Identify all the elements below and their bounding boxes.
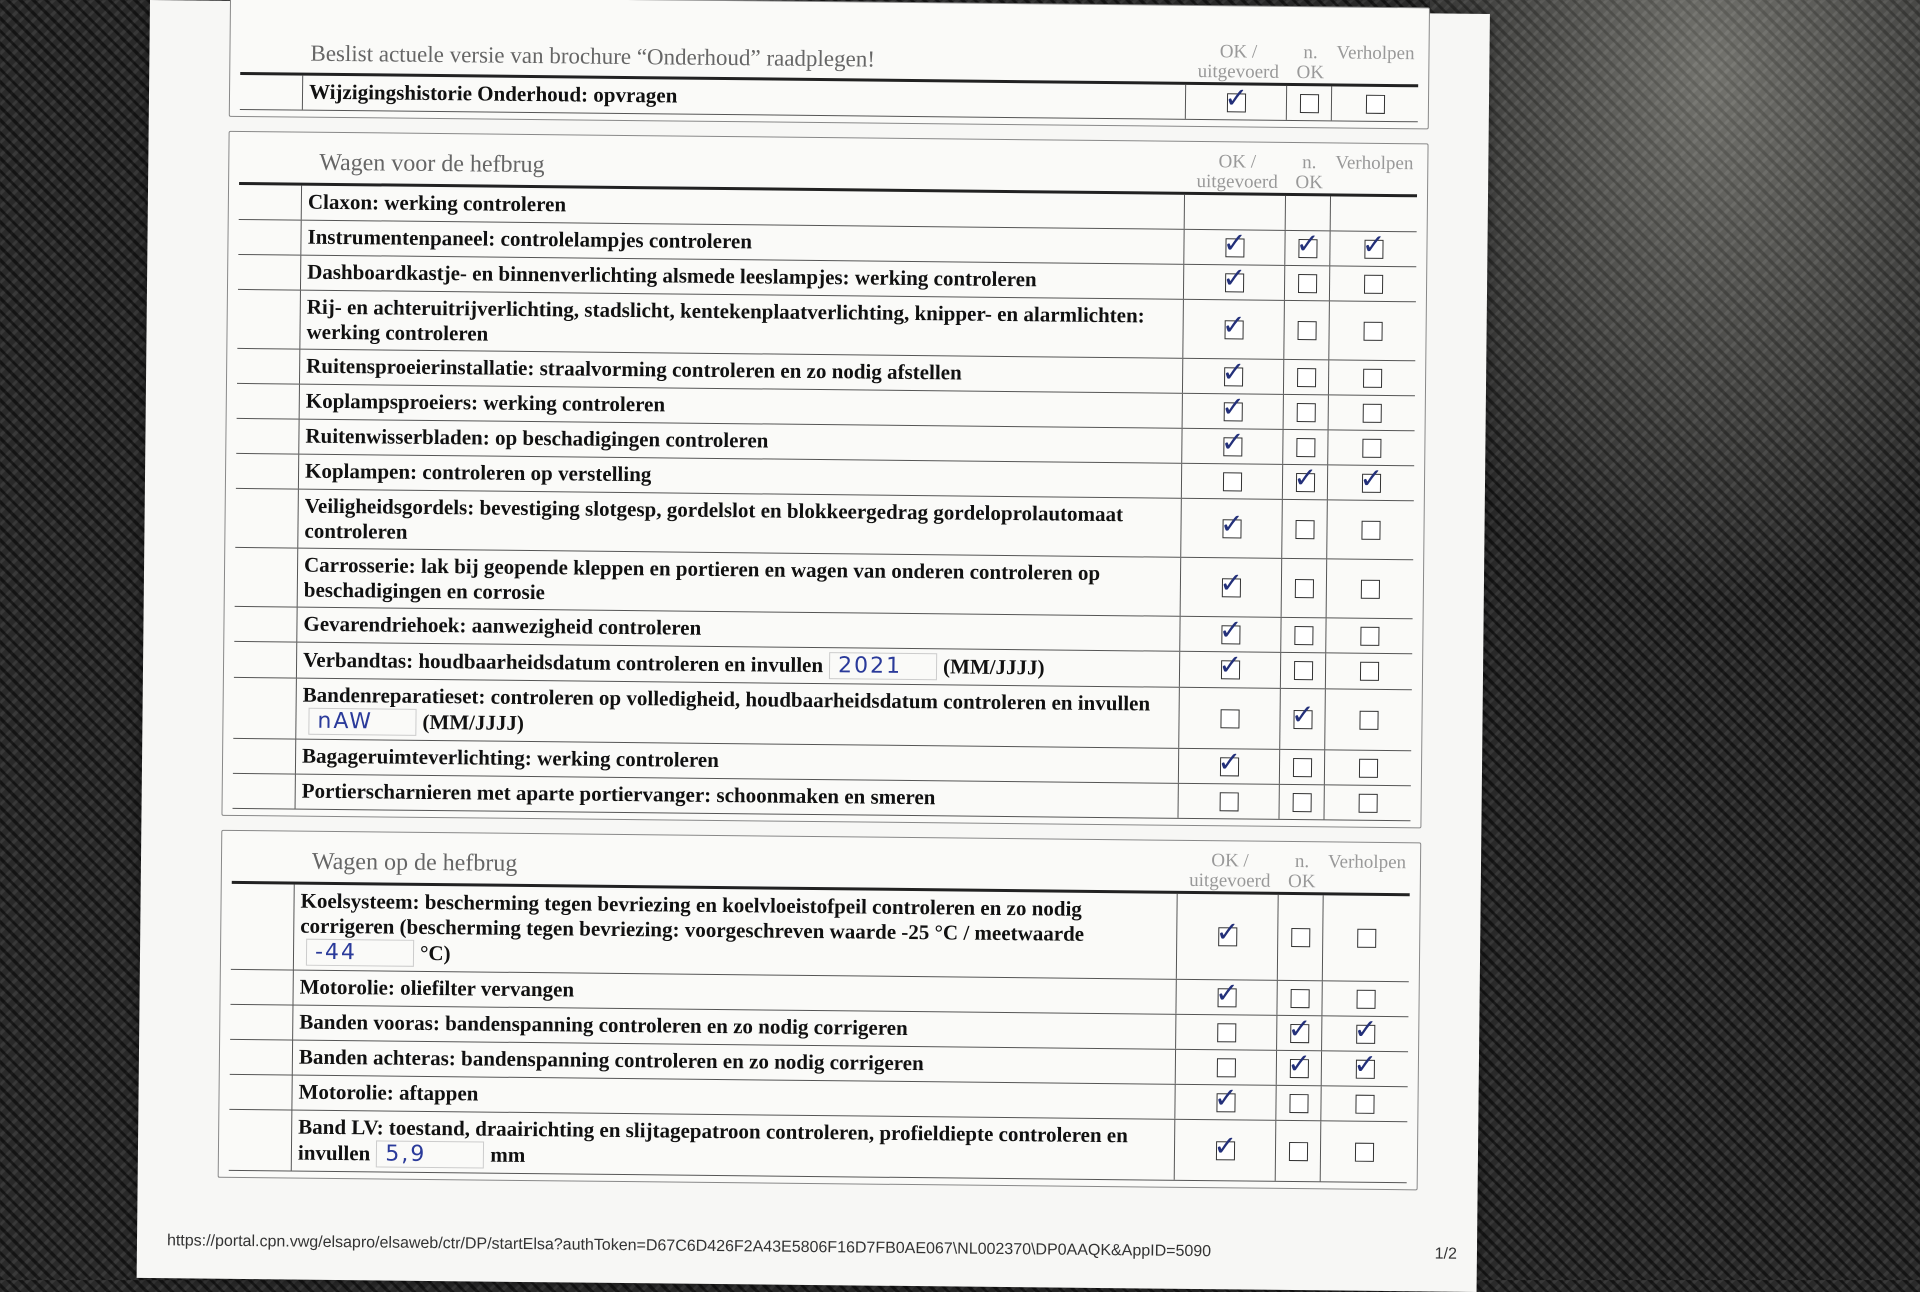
check-mark-icon: ✓ xyxy=(1215,915,1240,949)
row-text xyxy=(294,885,1178,979)
cell-fix xyxy=(1326,618,1412,653)
section-title-voor: Wagen voor de hefbrug xyxy=(319,149,545,179)
check-mark-icon: ✓ xyxy=(1217,744,1242,778)
cell-fix xyxy=(1326,653,1412,689)
row-number-cell xyxy=(233,739,296,774)
row-label: Koplampsproeiers: werking controleren xyxy=(305,388,666,417)
cell-fix xyxy=(1330,227,1416,266)
cell-ok xyxy=(1180,648,1281,688)
check-mark-icon: ✓ xyxy=(1221,307,1246,341)
row-label: Ruitenwisserbladen: op beschadigingen controleren xyxy=(305,423,769,453)
check-mark-icon: ✓ xyxy=(1361,227,1386,261)
checkbox-ok[interactable] xyxy=(1215,915,1240,949)
cell-ok xyxy=(1175,1080,1276,1120)
cell-ok xyxy=(1175,1120,1277,1181)
cell-ok xyxy=(1184,225,1285,265)
checkbox-nok[interactable] xyxy=(1288,1141,1307,1160)
row-text xyxy=(292,1111,1176,1180)
footer-page: 1/2 xyxy=(1434,1245,1458,1263)
check-mark-icon: ✓ xyxy=(1219,565,1244,599)
checkbox-nok[interactable] xyxy=(1293,661,1312,680)
checkbox-fix[interactable] xyxy=(1363,321,1382,340)
footer-url: https://portal.cpn.vwg/elsapro/elsaweb/ctr/DP/startElsa?authToken=D67C6D426F2A43E5806F16D7FB0AE067\NL002370\DP0AAQK&AppID=5090 xyxy=(166,1232,1212,1261)
cell-fix xyxy=(1328,461,1414,500)
check-mark-icon: ✓ xyxy=(1222,260,1247,294)
checkbox-ok[interactable] xyxy=(1222,472,1241,491)
row-label: Koelsysteem: bescherming tegen bevriezing en koelvloeistofpeil controleren en zo nodig corrigeren (bescherming tegen bevriezing: voorgeschreven waarde -25 °C / meetwaarde xyxy=(300,888,1085,946)
checkbox-fix[interactable] xyxy=(1360,626,1379,645)
cell-fix xyxy=(1332,86,1418,121)
check-mark-icon: ✓ xyxy=(1213,1128,1238,1162)
checkbox-nok[interactable] xyxy=(1295,226,1320,260)
row-label: Dashboardkastje- en binnenverlichting alsmede leeslampjes: werking controleren xyxy=(307,259,1037,292)
checkbox-fix[interactable] xyxy=(1363,368,1382,387)
row-label: Instrumentenpaneel: controlelampjes controleren xyxy=(307,224,753,254)
cell-ok xyxy=(1183,354,1284,394)
checkbox-ok[interactable] xyxy=(1219,506,1244,540)
cell-fix xyxy=(1323,895,1410,981)
cell-ok xyxy=(1176,975,1277,1015)
cell-nok xyxy=(1277,981,1322,1015)
row-label: Banden achteras: bandenspanning controleren en zo nodig corrigeren xyxy=(298,1044,924,1076)
cell-fix xyxy=(1329,301,1416,360)
checkbox-fix[interactable] xyxy=(1359,662,1378,681)
checkbox-nok[interactable] xyxy=(1293,460,1318,494)
cell-ok xyxy=(1176,1015,1277,1050)
cell-fix xyxy=(1325,750,1411,785)
unit-suffix: °C) xyxy=(419,940,451,966)
cell-fix xyxy=(1327,559,1414,618)
cell-nok xyxy=(1276,1086,1321,1120)
col-ok: OK / uitgevoerd xyxy=(1197,41,1280,83)
row-label: Banden vooras: bandenspanning controleren en zo nodig corrigeren xyxy=(299,1009,908,1040)
row-number-cell xyxy=(230,970,293,1005)
row-number-cell xyxy=(236,419,299,454)
check-mark-icon: ✓ xyxy=(1353,1047,1378,1081)
cell-nok xyxy=(1284,395,1329,429)
checkbox-ok[interactable] xyxy=(1216,1058,1235,1077)
unit-suffix: (MM/JJJJ) xyxy=(942,654,1045,680)
row-label: Wijzigingshistorie Onderhoud: opvragen xyxy=(308,79,678,108)
cell-nok xyxy=(1277,1011,1322,1050)
cell-ok xyxy=(1183,389,1284,429)
col-nok: n. OK xyxy=(1287,851,1316,893)
row-number-cell xyxy=(233,678,297,739)
cell-ok xyxy=(1184,260,1285,300)
handwritten-value[interactable]: -44 xyxy=(306,939,414,967)
row-number-cell xyxy=(229,1110,293,1171)
checkbox-ok[interactable] xyxy=(1219,565,1244,599)
handwritten-value[interactable]: 5,9 xyxy=(376,1140,484,1168)
row-number-cell xyxy=(235,548,299,607)
checkbox-ok[interactable] xyxy=(1213,1080,1238,1114)
row-number-cell xyxy=(233,774,296,809)
checkbox-ok[interactable] xyxy=(1218,612,1243,646)
column-headers-top xyxy=(1188,42,1418,84)
row-number-cell xyxy=(240,75,303,110)
row-number-cell xyxy=(239,185,302,220)
check-mark-icon: ✓ xyxy=(1359,461,1384,495)
check-mark-icon: ✓ xyxy=(1287,1011,1312,1045)
checkbox-ok[interactable] xyxy=(1219,792,1238,811)
cell-nok xyxy=(1283,460,1328,499)
checkbox-fix[interactable] xyxy=(1359,710,1378,729)
checkbox-ok[interactable] xyxy=(1220,709,1239,728)
checkbox-fix[interactable] xyxy=(1359,461,1384,495)
row-label: Carrosserie: lak bij geopende kleppen en portieren en wagen van onderen controleren op beschadigingen en corrosie xyxy=(303,552,1101,605)
checkbox-ok[interactable] xyxy=(1213,1128,1238,1162)
row-number-cell xyxy=(234,607,297,642)
cell-nok xyxy=(1276,1121,1322,1181)
checkbox-fix[interactable] xyxy=(1361,520,1380,539)
col-fix: Verholpen xyxy=(1327,851,1407,874)
row-number-cell xyxy=(237,384,300,419)
check-mark-icon: ✓ xyxy=(1353,1012,1378,1046)
light-glare xyxy=(1430,0,1920,700)
row-number-cell xyxy=(229,1075,292,1110)
cell-ok xyxy=(1177,894,1279,980)
check-mark-icon: ✓ xyxy=(1218,612,1243,646)
row-label: Ruitensproeierinstallatie: straalvorming controleren en zo nodig afstellen xyxy=(306,353,962,385)
checkbox-ok[interactable] xyxy=(1224,80,1249,115)
row-label: Portierscharnieren met aparte portiervanger: schoonmaken en smeren xyxy=(301,778,936,810)
checkbox-fix[interactable] xyxy=(1353,1047,1378,1081)
checkbox-ok[interactable] xyxy=(1214,975,1239,1009)
cell-ok xyxy=(1182,424,1283,464)
checkbox-ok[interactable] xyxy=(1220,424,1245,458)
cell-nok xyxy=(1278,895,1324,980)
col-nok: n. OK xyxy=(1295,152,1323,194)
row-text xyxy=(300,291,1184,358)
checkbox-nok[interactable] xyxy=(1299,94,1318,113)
checkbox-nok[interactable] xyxy=(1292,793,1311,812)
row-text xyxy=(298,549,1182,616)
cell-nok xyxy=(1284,360,1329,394)
cell-fix xyxy=(1325,689,1412,750)
checklist-row xyxy=(231,884,1410,982)
check-mark-icon: ✓ xyxy=(1222,225,1247,259)
cell-fix xyxy=(1324,785,1410,820)
row-label: Bandenreparatieset: controleren op volledigheid, houdbaarheidsdatum controleren en invullen xyxy=(302,682,1151,716)
checkbox-fix[interactable] xyxy=(1361,227,1386,261)
check-mark-icon: ✓ xyxy=(1221,389,1245,423)
row-number-cell xyxy=(236,454,299,489)
column-headers-op xyxy=(1180,851,1410,893)
section-voor xyxy=(221,131,1428,829)
row-number-cell xyxy=(230,1040,293,1075)
checkbox-fix[interactable] xyxy=(1357,929,1376,948)
checkbox-ok[interactable] xyxy=(1217,744,1242,778)
checkbox-nok[interactable] xyxy=(1291,928,1310,947)
checkbox-fix[interactable] xyxy=(1358,793,1377,812)
row-number-cell xyxy=(235,489,299,548)
section-title-op: Wagen op de hefbrug xyxy=(311,848,518,877)
checkbox-nok[interactable] xyxy=(1294,579,1313,598)
checkbox-nok[interactable] xyxy=(1296,403,1315,422)
row-text xyxy=(296,679,1180,748)
checkbox-nok[interactable] xyxy=(1290,988,1309,1007)
cell-fix xyxy=(1327,500,1414,559)
checklist-paper xyxy=(137,0,1490,1292)
column-headers-voor xyxy=(1187,152,1417,194)
cell-nok xyxy=(1280,750,1325,784)
checkbox-nok[interactable] xyxy=(1297,321,1316,340)
checkbox-fix[interactable] xyxy=(1362,438,1381,457)
check-mark-icon: ✓ xyxy=(1221,354,1246,388)
checkbox-fix[interactable] xyxy=(1354,1142,1373,1161)
col-ok: OK / uitgevoerd xyxy=(1189,850,1271,892)
unit-suffix: mm xyxy=(490,1142,526,1167)
cell-fix xyxy=(1329,360,1415,395)
cell-fix xyxy=(1330,266,1416,301)
checkbox-ok[interactable] xyxy=(1222,260,1247,294)
check-mark-icon: ✓ xyxy=(1295,226,1320,260)
checkbox-ok[interactable] xyxy=(1217,1023,1236,1042)
col-fix: Verholpen xyxy=(1336,42,1415,65)
check-mark-icon: ✓ xyxy=(1219,506,1244,540)
checkbox-fix[interactable] xyxy=(1353,1012,1378,1046)
checklist-content xyxy=(218,1,1430,1205)
checkbox-ok[interactable] xyxy=(1221,354,1246,388)
checkbox-fix[interactable] xyxy=(1355,1094,1374,1113)
cell-fix xyxy=(1321,1086,1407,1121)
rows-voor xyxy=(233,185,1417,821)
row-label: Bagageruimteverlichting: werking controleren xyxy=(301,743,720,772)
checkbox-nok[interactable] xyxy=(1294,626,1313,645)
row-number-cell xyxy=(238,220,301,255)
checkbox-fix[interactable] xyxy=(1360,579,1379,598)
cell-fix xyxy=(1322,981,1408,1016)
checkbox-fix[interactable] xyxy=(1365,94,1384,113)
footer xyxy=(167,1232,1457,1264)
checklist-row xyxy=(229,1110,1408,1183)
checkbox-nok[interactable] xyxy=(1287,1011,1312,1045)
check-mark-icon: ✓ xyxy=(1220,424,1245,458)
notice-text: Beslist actuele versie van brochure “Onderhoud” raadplegen! xyxy=(310,40,876,72)
unit-suffix: (MM/JJJJ) xyxy=(422,709,525,735)
handwritten-value[interactable]: 2021 xyxy=(829,652,937,680)
checkbox-nok[interactable] xyxy=(1296,438,1315,457)
cell-nok xyxy=(1279,785,1324,819)
checkbox-fix[interactable] xyxy=(1363,274,1382,293)
checkbox-fix[interactable] xyxy=(1356,989,1375,1008)
handwritten-value[interactable]: nAW xyxy=(308,708,416,736)
check-mark-icon: ✓ xyxy=(1290,697,1315,731)
cell-fix xyxy=(1331,196,1417,231)
cell-fix xyxy=(1321,1121,1408,1182)
col-ok: OK / uitgevoerd xyxy=(1196,151,1278,193)
check-mark-icon: ✓ xyxy=(1287,1046,1312,1080)
row-number-cell xyxy=(237,290,301,349)
checklist-row xyxy=(240,75,1418,122)
checkbox-nok[interactable] xyxy=(1297,368,1316,387)
checkbox-nok[interactable] xyxy=(1289,1093,1308,1112)
row-number-cell xyxy=(231,884,295,970)
cell-fix xyxy=(1322,1047,1408,1086)
cell-nok xyxy=(1287,86,1332,120)
cell-nok xyxy=(1286,196,1331,230)
checkbox-nok[interactable] xyxy=(1297,274,1316,293)
row-label: Rij- en achteruitrijverlichting, stadslicht, kentekenplaatverlichting, knipper- en alarmlichten: werking controleren xyxy=(306,294,1145,346)
cell-nok xyxy=(1282,500,1328,558)
row-text xyxy=(298,490,1182,557)
cell-nok xyxy=(1277,1046,1322,1085)
cell-ok xyxy=(1183,300,1285,359)
top-rows xyxy=(240,75,1418,122)
cell-fix xyxy=(1329,395,1415,430)
cell-ok xyxy=(1178,784,1279,819)
checkbox-ok[interactable] xyxy=(1221,307,1246,341)
row-label: Band LV: toestand, draairichting en slijtagepatroon controleren, profieldiepte controleren en invullen xyxy=(297,1114,1128,1166)
row-number-cell xyxy=(230,1005,293,1040)
cell-nok xyxy=(1280,689,1326,749)
checkbox-fix[interactable] xyxy=(1358,758,1377,777)
check-mark-icon: ✓ xyxy=(1218,648,1243,682)
row-label: Koplampen: controleren op verstelling xyxy=(304,458,652,487)
cell-ok xyxy=(1179,688,1281,749)
check-mark-icon: ✓ xyxy=(1214,975,1239,1009)
checkbox-nok[interactable] xyxy=(1290,697,1315,731)
section-op xyxy=(218,830,1422,1191)
check-mark-icon: ✓ xyxy=(1213,1080,1238,1114)
row-label: Motorolie: aftappen xyxy=(298,1079,479,1106)
row-label: Gevarendriehoek: aanwezigheid controleren xyxy=(303,611,702,640)
checkbox-ok[interactable] xyxy=(1218,648,1243,682)
checkbox-ok[interactable] xyxy=(1222,225,1247,259)
cell-fix xyxy=(1322,1012,1408,1051)
cell-ok xyxy=(1182,464,1283,499)
cell-nok xyxy=(1282,559,1328,617)
row-number-cell xyxy=(234,642,297,678)
section-top xyxy=(229,0,1430,129)
check-mark-icon: ✓ xyxy=(1224,80,1249,115)
cell-ok xyxy=(1181,558,1283,617)
cell-ok xyxy=(1180,612,1281,652)
cell-nok xyxy=(1285,266,1330,300)
cell-nok xyxy=(1281,653,1326,688)
rows-op xyxy=(229,884,1410,1183)
check-mark-icon: ✓ xyxy=(1293,460,1318,494)
cell-nok xyxy=(1283,430,1328,464)
checkbox-ok[interactable] xyxy=(1221,389,1245,423)
row-label: Claxon: werking controleren xyxy=(307,189,567,217)
cell-fix xyxy=(1328,430,1414,465)
checkbox-nok[interactable] xyxy=(1295,520,1314,539)
checkbox-nok[interactable] xyxy=(1292,758,1311,777)
cell-ok xyxy=(1179,744,1280,784)
cell-ok xyxy=(1185,195,1286,230)
row-label: Motorolie: oliefilter vervangen xyxy=(299,974,575,1002)
cell-ok xyxy=(1176,1050,1277,1085)
cell-nok xyxy=(1285,226,1330,265)
cell-nok xyxy=(1284,301,1330,359)
row-label: Verbandtas: houdbaarheidsdatum controleren en invullen xyxy=(302,647,824,678)
row-label: Veiligheidsgordels: bevestiging slotgesp, gordelslot en blokkeergedrag gordeloprolautomaat controleren xyxy=(304,493,1124,544)
row-number-cell xyxy=(238,255,301,290)
cell-nok xyxy=(1281,618,1326,652)
col-nok: n. OK xyxy=(1296,42,1325,84)
col-fix: Verholpen xyxy=(1335,152,1414,175)
row-number-cell xyxy=(237,349,300,384)
checkbox-fix[interactable] xyxy=(1362,403,1381,422)
cell-ok xyxy=(1186,80,1287,120)
cell-ok xyxy=(1181,499,1283,558)
checkbox-nok[interactable] xyxy=(1287,1046,1312,1080)
